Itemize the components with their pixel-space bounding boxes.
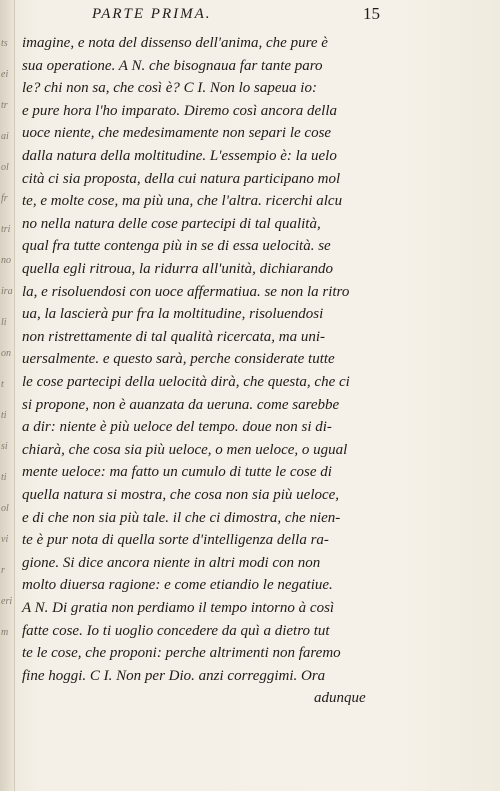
text-line: sua operatione. A N. che bisognaua far tante paro bbox=[22, 57, 323, 74]
text-line: cità ci sia proposta, della cui natura participano mol bbox=[22, 170, 341, 187]
text-line: uersalmente. e questo sarà, perche considerate tutte bbox=[22, 351, 335, 368]
margin-fragment: vi bbox=[1, 534, 9, 545]
text-line: quella natura si mostra, che cosa non sia più ueloce, bbox=[22, 487, 340, 503]
margin-fragment: no bbox=[1, 255, 11, 266]
text-line: chiarà, che cosa sia più ueloce, o men ueloce, o ugual bbox=[22, 441, 348, 458]
text-line: te, e molte cose, ma più una, che l'altra. ricerchi alcu bbox=[22, 193, 343, 210]
text-line: imagine, e nota del dissenso dell'anima, che pure è bbox=[22, 35, 328, 51]
margin-fragment: on bbox=[1, 348, 11, 359]
text-line: e di che non sia più tale. il che ci dimostra, che nien- bbox=[22, 509, 341, 526]
margin-fragment: t bbox=[1, 379, 4, 390]
margin-fragment: fr bbox=[1, 193, 8, 204]
text-line: le cose partecipi della uelocità dirà, che questa, che ci bbox=[22, 374, 350, 390]
text-line: non ristrettamente di tal qualità ricercata, ma uni- bbox=[22, 328, 326, 345]
text-line: no nella natura delle cose partecipi di tal qualità, bbox=[22, 215, 321, 232]
text-line: qual fra tutte contenga più in se di essa uelocità. se bbox=[22, 238, 331, 255]
text-line: quella egli ritroua, la ridurra all'unità, dichiarando bbox=[22, 261, 333, 277]
catchword: adunque bbox=[314, 690, 366, 707]
margin-fragment: ira bbox=[1, 286, 13, 297]
text-line: dalla natura della moltitudine. L'essempio è: la uelo bbox=[22, 148, 337, 164]
text-line: molto diuersa ragione: e come etiandio le negatiue. bbox=[22, 577, 333, 594]
text-line: A N. Di gratia non perdiamo il tempo intorno à così bbox=[22, 600, 335, 616]
running-header: PARTE PRIMA. bbox=[92, 6, 212, 22]
margin-fragment: ti bbox=[1, 472, 7, 483]
margin-fragment: ti bbox=[1, 410, 7, 421]
text-line: gione. Si dice ancora niente in altri modi con non bbox=[22, 554, 321, 571]
text-line: si propone, non è auanzata da ueruna. come sarebbe bbox=[22, 396, 340, 413]
margin-fragment: ts bbox=[1, 38, 8, 49]
margin-fragment: ai bbox=[1, 131, 9, 142]
text-line: ua, la lascierà pur fra la moltitudine, risoluendosi bbox=[22, 306, 324, 323]
margin-fragment: li bbox=[1, 317, 7, 328]
page-number: 15 bbox=[363, 4, 380, 23]
text-line: mente ueloce: ma fatto un cumulo di tutte le cose di bbox=[22, 464, 332, 481]
text-line: la, e risoluendosi con uoce affermatiua. se non la ritro bbox=[22, 283, 350, 300]
text-line: uoce niente, che medesimamente non separi le cose bbox=[22, 125, 332, 142]
text-line: le? chi non sa, che così è? C I. Non lo sapeua io: bbox=[22, 80, 317, 97]
margin-fragment: r bbox=[1, 565, 5, 576]
text-line: e pure hora l'ho imparato. Diremo così ancora della bbox=[22, 102, 337, 119]
text-line: te le cose, che proponi: perche altrimenti non faremo bbox=[22, 645, 341, 662]
margin-fragment: eri bbox=[1, 596, 13, 607]
margin-fragment: ei bbox=[1, 69, 9, 80]
margin-fragment: ol bbox=[1, 162, 9, 173]
margin-fragment: tri bbox=[1, 224, 11, 235]
text-line: fine hoggi. C I. Non per Dio. anzi correggimi. Ora bbox=[22, 667, 326, 684]
margin-fragment: m bbox=[1, 627, 9, 638]
margin-fragment: tr bbox=[1, 100, 8, 111]
margin-fragment: ol bbox=[1, 503, 9, 514]
text-line: fatte cose. Io ti uoglio concedere da quì a dietro tut bbox=[22, 622, 330, 639]
margin-fragment: si bbox=[1, 441, 8, 452]
text-line: a dir: niente è più ueloce del tempo. doue non si di- bbox=[22, 419, 332, 436]
text-line: te è pur nota di quella sorte d'intelligenza della ra- bbox=[22, 532, 329, 549]
